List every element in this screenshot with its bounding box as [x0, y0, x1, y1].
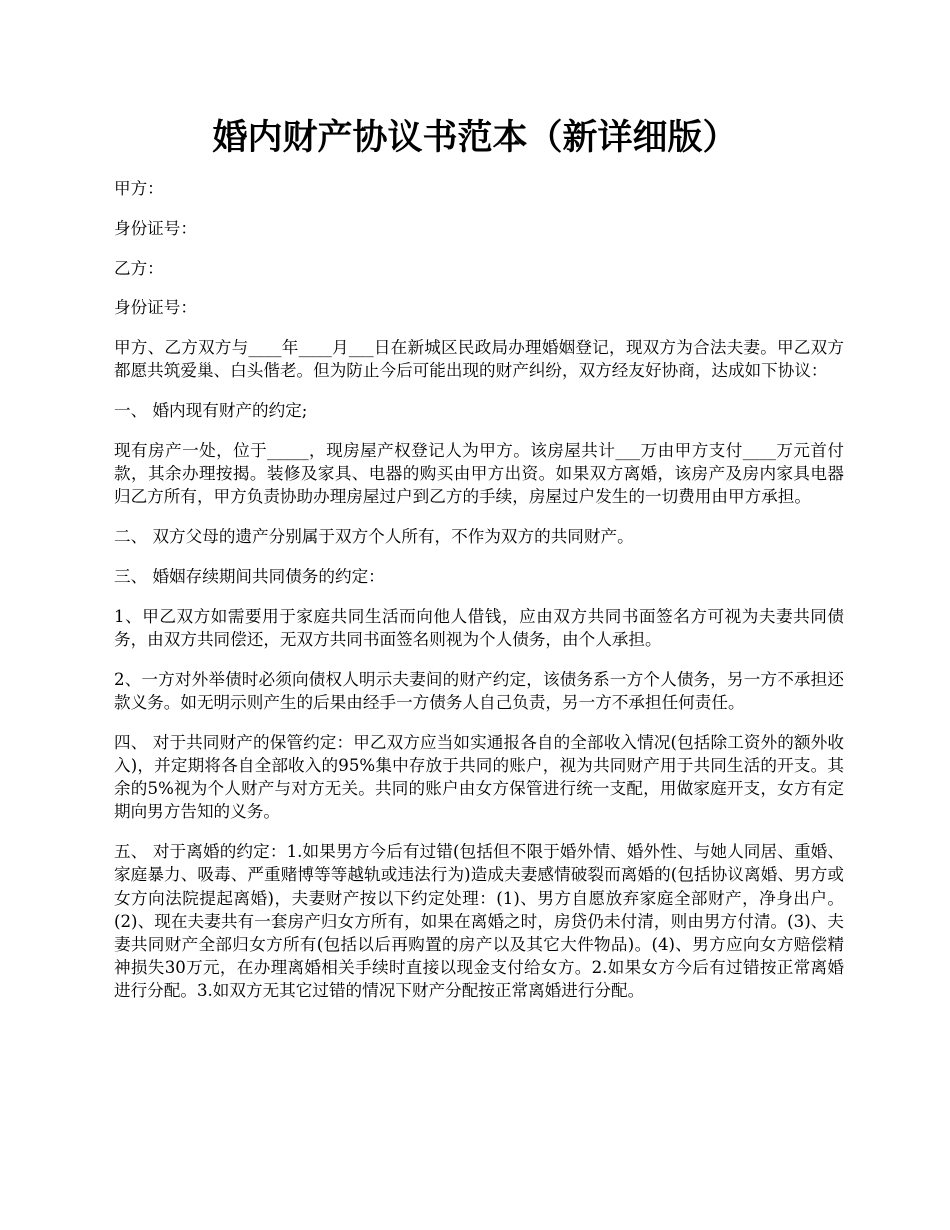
- section-4-paragraph: 四、 对于共同财产的保管约定：甲乙双方应当如实通报各自的全部收入情况(包括除工资外的额外收入)，并定期将各自全部收入的95%集中存放于共同的账户，视为共同财产用于共同生活的开支。其余的5%视为个人财产与对方无关。共同的账户由女方保管进行统一支配，用做家庭开支，女方有定期向男方告知的义务。: [114, 732, 844, 822]
- document-title: 婚内财产协议书范本（新详细版）: [212, 117, 738, 158]
- section-3-heading: 三、 婚姻存续期间共同债务的约定：: [114, 566, 385, 586]
- party-b-id-label: 身份证号：: [114, 298, 197, 318]
- preamble-paragraph: 甲方、乙方双方与____年____月___日在新城区民政局办理婚姻登记，现双方为合法夫妻。甲乙双方都愿共筑爱巢、白头偕老。但为防止今后可能出现的财产纠纷，双方经友好协商，达成如下协议：: [114, 338, 844, 381]
- party-a-label: 甲方：: [114, 179, 164, 198]
- document-body: [114, 177, 844, 1019]
- section-1-property-paragraph: 现有房产一处，位于_____，现房屋产权登记人为甲方。该房屋共计___万由甲方支付____万元首付款，其余办理按揭。装修及家具、电器的购买由甲方出资。如果双方离婚，该房产及房内家具电器归乙方所有，甲方负责协助办理房屋过户到乙方的手续，房屋过户发生的一切费用由甲方承担。: [114, 440, 844, 507]
- section-3-item-2: 2、一方对外举债时必须向债权人明示夫妻间的财产约定，该债务系一方个人债务，另一方不承担还款义务。如无明示则产生的后果由经手一方债务人自己负责，另一方不承担任何责任。: [114, 669, 844, 712]
- section-1-heading: 一、 婚内现有财产的约定;: [114, 401, 308, 421]
- party-a-id-label: 身份证号：: [114, 218, 197, 238]
- section-3-item-1: 1、甲乙双方如需要用于家庭共同生活而向他人借钱，应由双方共同书面签名方可视为夫妻共同债务，由双方共同偿还，无双方共同书面签名则视为个人债务，由个人承担。: [114, 606, 844, 649]
- party-b-label: 乙方：: [114, 258, 164, 278]
- section-5-paragraph: 五、 对于离婚的约定：1.如果男方今后有过错(包括但不限于婚外情、婚外性、与她人同居、重婚、家庭暴力、吸毒、严重赌博等等越轨或违法行为)造成夫妻感情破裂而离婚的(包括协议离婚、男方或女方向法院提起离婚)，夫妻财产按以下约定处理：(1)、男方自愿放弃家庭全部财产，净身出户。(2)、现在夫妻共有一套房产归女方所有，如果在离婚之时，房贷仍未付清，则由男方付清。(3)、夫妻共同财产全部归女方所有(包括以后再购置的房产以及其它大件物品)。(4)、男方应向女方赔偿精神损失30万元，在办理离婚相关手续时直接以现金支付给女方。2.如果女方今后有过错按正常离婚进行分配。3.如双方无其它过错的情况下财产分配按正常离婚进行分配。: [114, 842, 844, 1001]
- section-2-paragraph: 二、 双方父母的遗产分别属于双方个人所有，不作为双方的共同财产。: [114, 527, 634, 547]
